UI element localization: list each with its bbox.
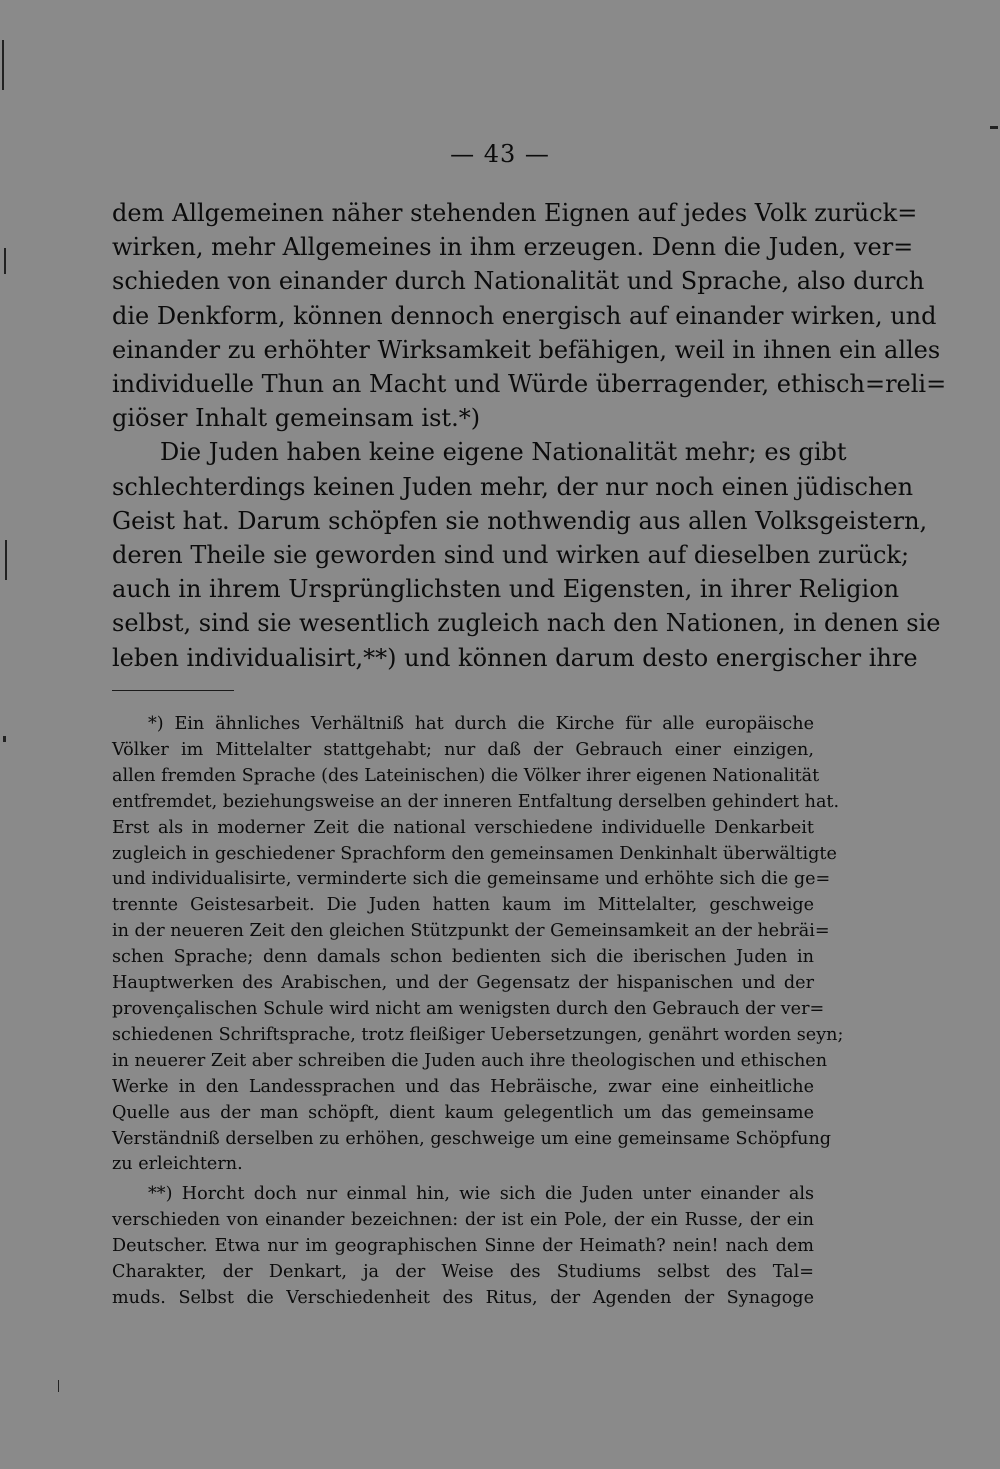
footnote-line: **) Horcht doch nur einmal hin, wie sich die Juden unter einander als [148, 1184, 814, 1205]
text-line: Die Juden haben keine eigene Nationalität mehr; es gibt [160, 438, 847, 467]
footnotes [112, 712, 844, 1312]
text-line: dem Allgemeinen näher stehenden Eignen auf jedes Volk zurück= [112, 199, 918, 227]
footnote-line: schiedenen Schriftsprache, trotz fleißiger Uebersetzungen, genährt worden seyn; [112, 1024, 844, 1045]
scan-speck [4, 248, 6, 274]
footnote-line: Deutscher. Etwa nur im geographischen Sinne der Heimath? nein! nach dem [112, 1236, 814, 1257]
footnote-1 [112, 712, 844, 1178]
text-line: die Denkform, können dennoch energisch auf einander wirken, und [112, 301, 937, 330]
text-line: individuelle Thun an Macht und Würde überragender, ethisch=reli= [112, 370, 947, 399]
footnote-line: Verständniß derselben zu erhöhen, geschweige um eine gemeinsame Schöpfung [112, 1128, 832, 1149]
main-text [112, 196, 947, 675]
footnote-line: Charakter, der Denkart, ja der Weise des Studiums selbst des Tal= [112, 1262, 814, 1283]
scan-speck [990, 126, 998, 129]
footnote-2 [112, 1182, 814, 1312]
footnote-line: allen fremden Sprache (des Lateinischen) die Völker ihrer eigenen Nationalität [112, 765, 820, 786]
text-line: auch in ihrem Ursprünglichsten und Eigensten, in ihrer Religion [112, 575, 900, 604]
text-line: selbst, sind sie wesentlich zugleich nach den Nationen, in denen sie [112, 609, 941, 638]
footnote-line: Werke in den Landessprachen und das Hebräische, zwar eine einheitliche [112, 1076, 814, 1097]
scan-speck [2, 40, 4, 90]
footnote-line: trennte Geistesarbeit. Die Juden hatten kaum im Mittelalter, geschweige [112, 895, 814, 916]
scan-speck [5, 540, 7, 580]
page-number: — 43 — [450, 140, 550, 168]
text-line: deren Theile sie geworden sind und wirken auf dieselben zurück; [112, 541, 910, 570]
text-line: schlechterdings keinen Juden mehr, der nur noch einen jüdischen [112, 472, 914, 501]
text-line: einander zu erhöhter Wirksamkeit befähigen, weil in ihnen ein alles [112, 335, 941, 364]
text-line: Geist hat. Darum schöpfen sie nothwendig aus allen Volksgeistern, [112, 506, 928, 535]
text-line: schieden von einander durch Nationalität und Sprache, also durch [112, 267, 925, 296]
footnote-line: schen Sprache; denn damals schon bedienten sich die iberischen Juden in [112, 947, 814, 968]
scan-speck [58, 1380, 59, 1392]
footnote-line: und individualisirte, verminderte sich die gemeinsame und erhöhte sich die ge= [112, 869, 831, 890]
footnote-line: verschieden von einander bezeichnen: der ist ein Pole, der ein Russe, der ein [112, 1210, 814, 1231]
footnote-divider [112, 690, 234, 691]
footnote-line: in neuerer Zeit aber schreiben die Juden auch ihre theologischen und ethischen [112, 1050, 828, 1071]
text-line: giöser Inhalt gemeinsam ist.*) [112, 404, 481, 433]
footnote-line: muds. Selbst die Verschiedenheit des Ritus, der Agenden der Synagoge [112, 1287, 814, 1308]
scan-speck [3, 736, 6, 742]
footnote-line: provençalischen Schule wird nicht am wenigsten durch den Gebrauch der ver= [112, 998, 825, 1019]
text-line: leben individualisirt,**) und können darum desto energischer ihre [112, 643, 918, 672]
footnote-line: Erst als in moderner Zeit die national verschiedene individuelle Denkarbeit [112, 817, 814, 838]
footnote-line: Hauptwerken des Arabischen, und der Gegensatz der hispanischen und der [112, 973, 814, 994]
text-line: wirken, mehr Allgemeines in ihm erzeugen. Denn die Juden, ver= [112, 233, 914, 262]
footnote-line: in der neueren Zeit den gleichen Stützpunkt der Gemeinsamkeit an der hebräi= [112, 921, 830, 942]
footnote-line: entfremdet, beziehungsweise an der inneren Entfaltung derselben gehindert hat. [112, 791, 840, 812]
footnote-line: *) Ein ähnliches Verhältniß hat durch die Kirche für alle europäische [148, 714, 814, 734]
footnote-line: zu erleichtern. [112, 1154, 243, 1175]
footnote-line: Quelle aus der man schöpft, dient kaum gelegentlich um das gemeinsame [112, 1102, 814, 1123]
footnote-line: zugleich in geschiedener Sprachform den gemeinsamen Denkinhalt überwältigte [112, 843, 837, 864]
footnote-line: Völker im Mittelalter stattgehabt; nur daß der Gebrauch einer einzigen, [112, 739, 814, 760]
